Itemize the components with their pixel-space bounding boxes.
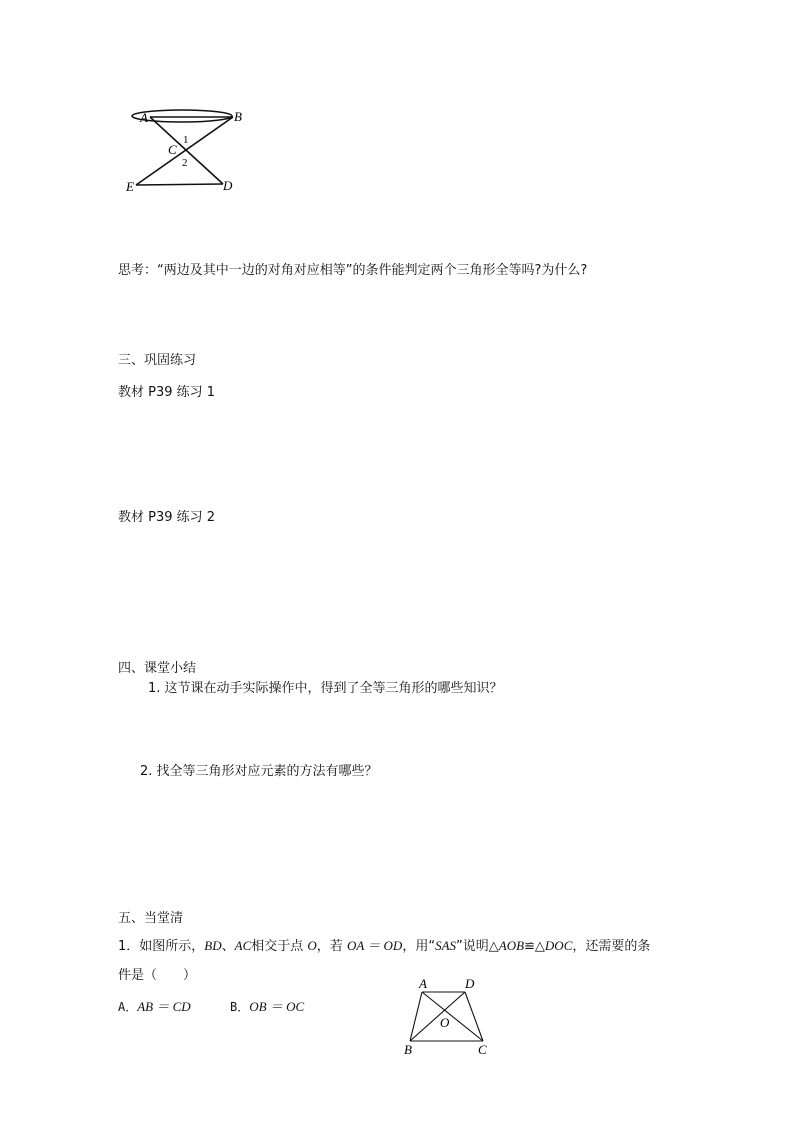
label-a: A — [140, 110, 148, 125]
label-d: D — [223, 178, 233, 193]
label-c2: C — [478, 1042, 487, 1057]
diagonal-bd — [410, 992, 465, 1041]
label-d2: D — [465, 976, 475, 991]
label-c: C — [168, 142, 177, 157]
problem1-line1 — [118, 937, 650, 956]
exercise-1: 教材 P39 练习 1 — [118, 385, 216, 400]
problem1-number: 1．如图所示， — [118, 939, 205, 954]
figure-trapezoid — [398, 975, 498, 1060]
problem1-text-end: ，还需要的条 — [572, 939, 651, 954]
exercise-2: 教材 P39 练习 2 — [118, 510, 216, 525]
segment-be — [136, 117, 233, 185]
label-b: B — [234, 109, 242, 124]
problem1-text-if: ，若 — [316, 939, 347, 954]
triangle-aob: AOB — [498, 938, 525, 953]
section4-heading: 四、课堂小结 — [118, 661, 197, 676]
segment-bd: BD — [204, 938, 222, 953]
label-a2: A — [419, 976, 427, 991]
option-a-label: A． — [118, 1000, 138, 1014]
think-question: 思考：“两边及其中一边的对角对应相等”的条件能判定两个三角形全等吗?为什么? — [118, 263, 588, 278]
label-angle-1: 1 — [183, 134, 189, 146]
problem1-line2: 件是（ ） — [118, 968, 197, 983]
segment-ac: AC — [234, 938, 252, 953]
label-e: E — [126, 179, 134, 194]
option-a-expression: AB ＝ CD — [137, 999, 191, 1014]
problem1-text-intersect: 相交于点 — [251, 939, 308, 954]
option-a — [118, 998, 191, 1017]
option-b — [230, 998, 304, 1017]
section3-heading: 三、巩固练习 — [118, 353, 197, 368]
separator: 、 — [221, 939, 235, 954]
problem1-text-explain: ”说明△ — [456, 939, 499, 954]
segment-ab-left — [410, 992, 422, 1041]
summary-question-1: 1. 这节课在动手实际操作中，得到了全等三角形的哪些知识？ — [148, 681, 503, 696]
segment-ed — [136, 184, 223, 185]
condition-oa-od: OA ＝ OD — [346, 938, 403, 953]
sas-label: SAS — [435, 938, 457, 953]
summary-question-2: 2. 找全等三角形对应元素的方法有哪些？ — [140, 764, 378, 779]
section5-heading: 五、当堂清 — [118, 911, 184, 926]
option-b-expression: OB ＝ OC — [249, 999, 305, 1014]
label-o2: O — [440, 1015, 450, 1030]
label-angle-2: 2 — [182, 157, 188, 169]
option-b-label: B． — [230, 1000, 250, 1014]
problem1-text-use: ，用“ — [402, 939, 436, 954]
figure-crossed-triangles — [120, 100, 260, 200]
label-b2: B — [404, 1042, 412, 1057]
triangle-doc: DOC — [544, 938, 573, 953]
point-o: O — [307, 938, 317, 953]
congruent-symbol: ≌△ — [524, 939, 545, 954]
